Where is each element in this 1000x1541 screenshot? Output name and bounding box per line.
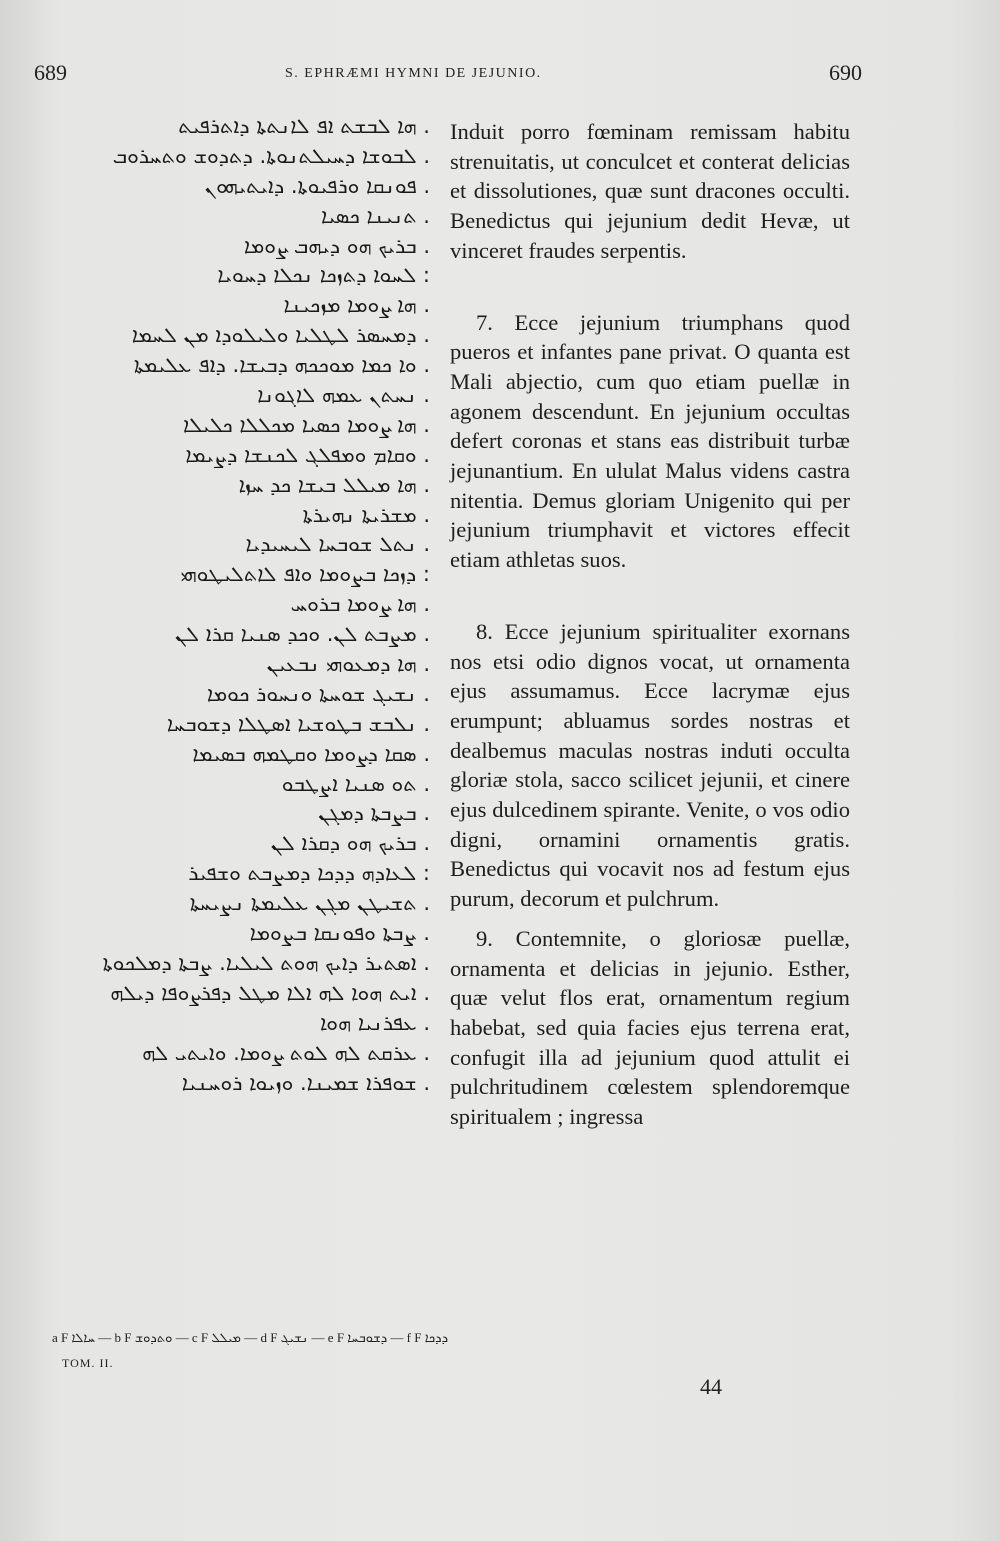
left-page-number: 689 xyxy=(34,60,67,85)
syriac-line: . ܘܩܐܡ ܘܡܦܠܓ ܠܟܢܫܐ ܕܨܝܡܐ xyxy=(185,442,430,467)
syriac-line: . ܒܨܒܬܐ ܕܡܓܢ xyxy=(318,801,430,826)
syriac-line: . ܥܪܩܬ ܠܗ ܠܘܬ ܨܘܡܐ. ܘܐܝܬܝ ܠܗ xyxy=(142,1040,430,1065)
syriac-line: . ܡܨܒܬ ܠܢ. ܘܟܕ ܣܢܝܐ ܩܪܐ ܠܢ xyxy=(175,622,430,647)
syriac-line: . ܗܐ ܕܡܥܘܗܝ ܢܒܥܝܢ xyxy=(266,652,430,677)
syriac-line: . ܐܣܬܝܪ ܕܐܝܟ ܗܘܬ ܠܝܠܝܐ. ܨܒܬܐ ܕܡܠܟܘܬܐ xyxy=(102,950,430,975)
syriac-line: . ܘܐ ܟܡܐ ܡܘܟܟܗ ܕܒܝܫܐ. ܕܐܦ ܥܠܝܡܬܐ xyxy=(133,353,430,378)
syriac-line: : ܠܚܘܐ ܕܬܙܟܐ ܢܟܠܐ ܕܚܘܝܐ xyxy=(217,263,430,288)
syriac-column xyxy=(60,112,430,1098)
syriac-line: . ܢܫܝܓ ܫܘܚܬܐ ܘܢܚܘܪ ܟܘܡܐ xyxy=(206,681,430,706)
syriac-line: . ܢܬܠ ܫܘܒܚܐ ܠܝܚܝܕܝܐ xyxy=(245,532,430,557)
syriac-line: . ܠܒܘܫܐ ܕܚܝܠܬܢܘܬܐ. ܕܬܕܘܫ ܘܬܚܪܘܒ xyxy=(112,143,430,168)
syriac-line: . ܢܠܒܫ ܒܛܘܫܝܐ ܐܣܛܠܐ ܕܫܘܒܚܐ xyxy=(166,711,430,736)
syriac-line: . ܬܘ ܣܢܝܐ ܐܨܛܒܘ xyxy=(281,771,430,796)
right-page-number: 690 xyxy=(829,60,862,85)
syriac-line: . ܢܚܬܢ ܥܡܗ ܠܐܓܘܢܐ xyxy=(257,383,430,408)
syriac-line: . ܐܝܬ ܗܘܐ ܠܗ ܐܠܐ ܡܛܠ ܕܦܪܨܘܦܐ ܕܝܠܗ xyxy=(110,980,430,1005)
syriac-line: . ܗܐ ܡܝܠܠ ܒܝܫܐ ܟܕ ܚܙܐ xyxy=(238,472,430,497)
latin-paragraph-8: 8. Ecce jejunium spiritualiter exornans nos etsi odio dignos vocat, ut ornamenta ejus assumamus. Ecce lacrymæ ejus erumpunt; abluamus sordes nostras et dealbemus maculas nostras induti occulta gloriæ stola, sacco scilicet jejunii, et cinere ejus dulcedinem spirante. Venite, o vos odio digni, ornamini ornamentis gratis. Benedictus qui vocavit nos ad festum ejus purum, decorum et pulchrum. xyxy=(450,618,850,912)
syriac-line: . ܕܡܚܣܪ ܠܛܠܝܐ ܘܠܝܠܘܕܐ ܡܢ ܠܚܡܐ xyxy=(131,323,430,348)
syriac-line: . ܨܒܬܐ ܘܦܘܢܩܐ ܒܨܘܡܐ xyxy=(249,921,430,946)
volume-signature: TOM. II. xyxy=(62,1356,114,1370)
syriac-line: . ܬܢܝܢܐ ܟܣܝܐ xyxy=(321,203,430,228)
sheet-number: 44 xyxy=(700,1374,722,1399)
syriac-line: . ܒܪܝܟ ܗܘ ܕܩܪܐ ܠܢ xyxy=(270,831,430,856)
syriac-line: . ܬܫܝܛܢ ܡܓܢ ܥܠܝܡܬܐ ܢܨܝܚܬܐ xyxy=(189,891,430,916)
syriac-line: . ܦܘܢܩܐ ܘܪܦܝܘܬܐ. ܕܐܝܬܝܗܘܢ xyxy=(204,173,430,198)
latin-column xyxy=(450,117,850,1132)
syriac-line: . ܥܦܪܢܝܐ ܗܘܐ xyxy=(319,1010,430,1035)
syriac-line: . ܗܐ ܨܘܡܐ ܡܙܟܝܢܐ xyxy=(283,293,430,318)
syriac-line: . ܗܐ ܨܘܡܐ ܟܣܝܐ ܡܟܠܠܐ ܟܠܝܠܐ xyxy=(182,412,430,437)
syriac-line: . ܫܘܦܪܐ ܫܡܝܢܐ. ܘܙܝܘܐ ܪܘܚܢܝܐ xyxy=(181,1070,430,1095)
syriac-line: . ܣܩܐ ܕܨܘܡܐ ܘܩܛܡܗ ܒܣܝܡܐ xyxy=(192,741,430,766)
syriac-line: . ܗܐ ܨܘܡܐ ܒܪܘܚ xyxy=(290,592,430,617)
latin-paragraph-9: 9. Contemnite, o gloriosæ puellæ, ornamenta et delicias in jejunio. Esther, quæ velut flos erat, ornamentum regium habebat, sed quia facies ejus terrena erat, confugit illa ad jejunium quod attulit ei pulchritudinem cœlestem splendoremque spiritualem ; ingressa xyxy=(450,925,850,1130)
footnotes: a F ܚܐܠܐ — b F ܘܬܕܘܫ — c F ܡܝܠܠ — d F ܢܫܝܓ — e F ܕܫܘܒܚܐ — f F ܕܕܟܐ xyxy=(52,1330,449,1345)
syriac-line: . ܗܐ ܠܒܫܬ ܐܦ ܠܐܢܬܬܐ ܕܐܬܪܦܝܬ xyxy=(178,114,430,138)
running-title: S. EPHRÆMI HYMNI DE JEJUNIO. xyxy=(285,66,542,81)
latin-paragraph-7: 7. Ecce jejunium triumphans quod pueros et infantes pane privat. O quanta est Mali abjectio, cum quo etiam puellæ in agonem descendunt. En jejunium occultas defert coronas et stans eas distribuit turbæ jejunantium. En ululat Malus videns castra nitentia. Demus gloriam Unigenito qui per jejunium triumphavit et victores effecit etiam athletas suos. xyxy=(450,309,850,573)
syriac-line: . ܒܪܝܟ ܗܘ ܕܝܗܒ ܨܘܡܐ xyxy=(243,233,430,258)
syriac-line: . ܡܫܪܝܬܐ ܢܗܝܪܬܐ xyxy=(302,502,430,527)
latin-paragraph-continuation: Induit porro fœminam remissam habitu strenuitatis, ut conculcet et conterat delicias et dissolutiones, quæ sunt dracones occulti. Benedictus qui jejunium dedit Hevæ, ut vinceret fraudes serpentis. xyxy=(450,119,850,263)
syriac-line: : ܕܙܟܐ ܒܨܘܡܐ ܘܐܦ ܠܐܬܠܝܛܘܗܝ xyxy=(180,562,430,587)
syriac-line: : ܠܥܐܕܗ ܕܕܟܐ ܕܡܨܒܬ ܘܫܦܝܪ xyxy=(188,861,430,886)
